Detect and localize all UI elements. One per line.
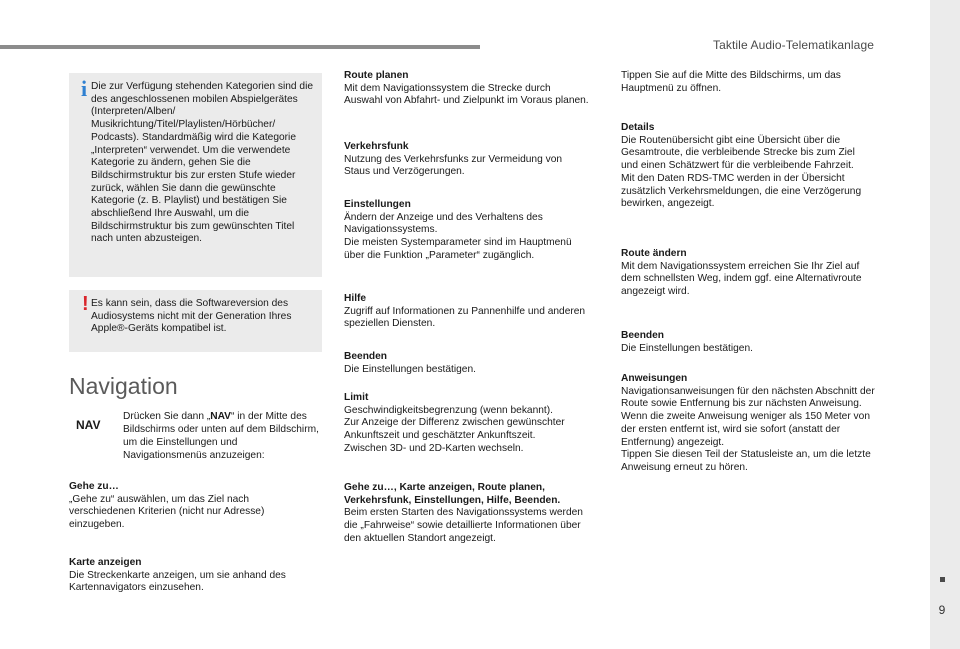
section-body: Mit dem Navigationssystem erreichen Sie Ihr Ziel auf dem schnellsten Weg, indem ggf. eine Alternativroute angezeigt wird. [621,260,862,298]
section-body: Zugriff auf Informationen zu Pannenhilfe und anderen speziellen Diensten. [344,305,586,330]
col1-section [69,481,309,532]
col3-section [621,122,873,211]
section-body: Die Streckenkarte anzeigen, um sie anhand des Kartennavigators einzusehen. [69,569,286,594]
nav-intro-bold: NAV [210,411,231,422]
section-body: „Gehe zu“ auswählen, um das Ziel nach verschiedenen Kriterien (nicht nur Adresse) einzugeben. [69,493,265,531]
col2-section [344,351,589,376]
col1-section [69,557,319,595]
page-header-title: Taktile Audio-Telematikanlage [713,38,874,52]
warning-icon: ! [82,293,89,315]
section-body: Ändern der Anzeige und des Verhaltens des Navigationssystems. Die meisten Systemparameter sind im Hauptmenü über die Funktion „Parameter“ zugänglich. [344,211,572,261]
section-heading: Limit [344,392,369,403]
page-number: 9 [938,603,946,617]
col2-section [344,141,589,179]
section-heading: Gehe zu… [69,481,119,492]
section-body: Die Einstellungen bestätigen. [344,363,476,375]
section-body: Tippen Sie auf die Mitte des Bildschirms, um das Hauptmenü zu öffnen. [621,70,841,94]
info-box-text: Die zur Verfügung stehenden Kategorien sind die des angeschlossenen mobilen Abspielgerätes (Interpreten/Alben/ Musikrichtung/Titel/Playlisten/Hörbücher/ Podcasts). Standardmäßig wird die Kategorie „Interpreten“ verwendet. Um die verwendete Kategorie zu ändern, gehen Sie die Bildschirmstruktur bis zur ersten Stufe wieder zurück, wählen Sie dann die gewünschte Kategorie (z. B. Playlist) und bestätigen Sie abschließend Ihre Auswahl, um die Bildschirmstruktur bis zum gewünschten Titel nach unten abzusteigen. [91,81,314,245]
section-body: Die Routenübersicht gibt eine Übersicht über die Gesamtroute, die verbleibende Strecke bis zum Ziel und einen Schätzwert für die verbleibende Fahrzeit. Mit den Daten RDS-TMC werden in der Übersicht zusätzlich Verkehrsmeldungen, die eine Verzögerung bewirken, angezeigt. [621,134,862,210]
col3-section [621,373,875,475]
section-heading: Details [621,122,655,133]
col3-section [621,248,871,299]
nav-intro-pre: Drücken Sie dann „ [123,411,211,422]
col2-section [344,293,589,331]
section-heading: Route ändern [621,248,687,259]
section-title: Navigation [69,373,178,399]
section-body: Geschwindigkeitsbegrenzung (wenn bekannt). Zur Anzeige der Differenz zwischen gewünschter Ankunftszeit und geschätzter Ankunftszeit. Zwischen 3D- und 2D-Karten wechseln. [344,404,565,454]
section-body: Die Einstellungen bestätigen. [621,342,753,354]
nav-intro-post: “ in der Mitte des Bildschirms oder unten auf dem Bildschirm, um die Einstellungen und Navigationsmenüs anzuzeigen: [123,411,319,461]
nav-intro [123,410,323,462]
col3-section [621,330,871,355]
col2-section [344,482,589,546]
warning-box-text: Es kann sein, dass die Softwareversion des Audiosystems nicht mit der Generation Ihres Apple®-Geräts kompatibel ist. [91,298,292,335]
section-heading: Karte anzeigen [69,557,142,568]
section-heading: Anweisungen [621,373,688,384]
header-rule [0,45,480,49]
page-marker-icon [940,577,945,582]
section-heading: Verkehrsfunk [344,141,409,152]
info-icon: i [81,76,88,101]
section-heading: Beenden [344,351,388,362]
col2-section [344,199,592,263]
col2-section [344,392,589,456]
nav-button-label: NAV [76,418,101,432]
section-heading: Route planen [344,70,409,81]
warning-box [69,290,322,352]
section-heading: Einstellungen [344,199,411,210]
section-body: Mit dem Navigationssystem die Strecke durch Auswahl von Abfahrt- und Zielpunkt im Voraus planen. [344,82,589,107]
section-heading: Gehe zu…, Karte anzeigen, Route planen, Verkehrsfunk, Einstellungen, Hilfe, Beenden. [344,482,561,506]
section-body: Nutzung des Verkehrsfunks zur Vermeidung von Staus und Verzögerungen. [344,153,563,178]
section-body: Navigationsanweisungen für den nächsten Abschnitt der Route sowie Entfernung bis zur nächsten Anweisung. Wenn die zweite Anweisung weniger als 150 Meter von der ersten entfernt ist, wird sie sofort (anstatt der Entfernung) angezeigt. Tippen Sie diesen Teil der Statusleiste an, um die letzte Anweisung erneut zu hören. [621,385,875,473]
col3-section [621,70,871,95]
page-side-tab [930,0,960,649]
col2-section [344,70,589,108]
info-box [69,73,322,277]
section-heading: Beenden [621,330,665,341]
section-heading: Hilfe [344,293,367,304]
section-body: Beim ersten Starten des Navigationssystems werden die „Fahrweise“ sowie detaillierte Informationen über den aktuellen Standort angezeigt. [344,507,583,544]
